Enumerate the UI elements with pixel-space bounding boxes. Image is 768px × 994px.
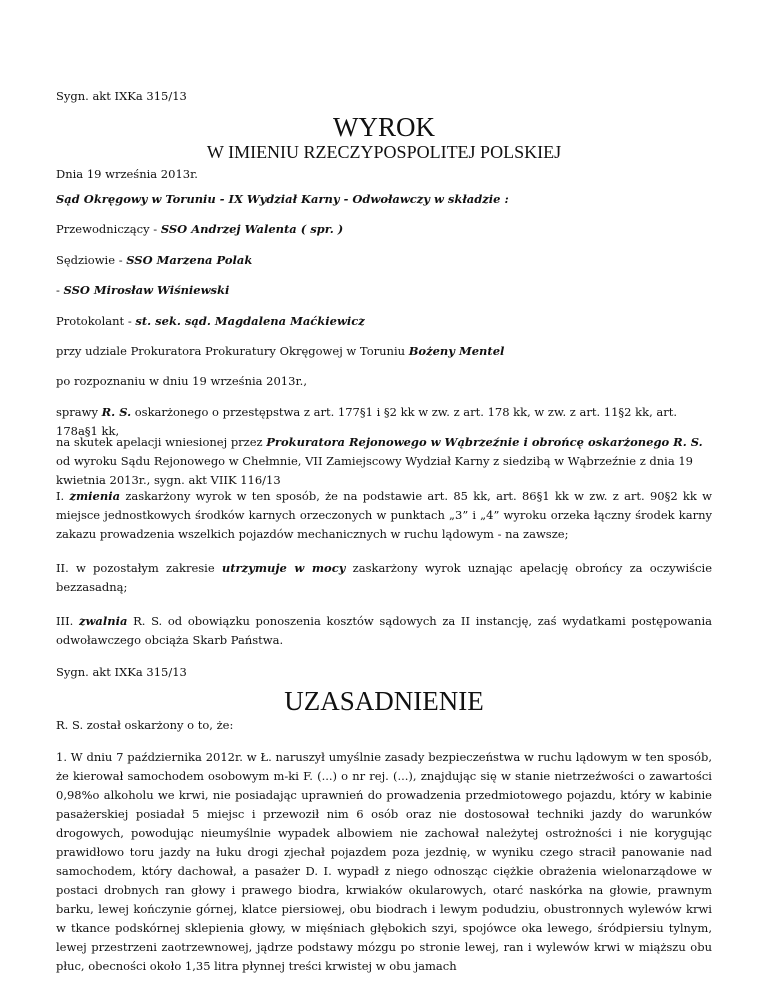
justification-title: UZASADNIENIE [284,686,484,716]
point-3-number: III. [56,614,79,628]
point-1-text: zaskarżony wyrok w ten sposób, że na podstawie art. 85 kk, art. 86§1 kk w zw. z art. 90§2 kk w miejsce jednostkowych środków karnych orzeczonych w punktach „3” i „4” wyroku orzeka łączny środek karny zakazu prowadzenia wszelkich pojazdów mechanicznych w ruchu lądowym - na zawsze; [56,489,712,541]
charge-1-paragraph: 1. W dniu 7 października 2012r. w Ł. naruszył umyślnie zasady bezpieczeństwa w ruchu lądowym w ten sposób, że kierował samochodem osobowym m-ki F. (...) o nr rej. (...), znajdując się w stanie nietrzeźwości o zawartości 0,98%o alkoholu we krwi, nie posiadając uprawnień do prowadzenia przedmiotowego pojazdu, który w kabinie pasażerskiej posiadał 5 miejsc i przewoził nim 6 osób oraz nie dostosował techniki jazdy do warunków drogowych, powodując nieumyślnie wypadek albowiem nie zachował należytej ostrożności i nie korygując prawidłowo toru jazdy na łuku drogi zjechał pojazdem poza jezdnię, w wyniku czego stracił panowanie nad samochodem, który dachował, a pasażer D. I. wypadł z niego odnosząc ciężkie obrażenia wielonarządowe w postaci drobnych ran głowy i prawego biodra, krwiaków okularowych, otarć naskórka na głowie, prawnym barku, lewej kończynie górnej, klatce piersiowej, obu biodrach i lewym podudziu, obustronnych wylewów krwi w tkance podskórnej sklepienia głowy, w mięśniach głębokich szyi, spojówce oka lewego, śródpiersiu tylnym, lewej przestrzeni zaotrzewnowej, jądrze podstawy mózgu po stronie lewej, ran i wylewów krwi w miąższu obu płuc, obecności około 1,35 litra płynnej treści krwistej w obu jamach [56,750,712,973]
clerk-label: Protokolant - [56,314,136,328]
judges-line [56,251,712,270]
verdict-date: Dnia 19 września 2013r. [56,167,198,181]
judges-label: Sędziowie - [56,253,127,267]
verdict-title: WYROK [333,112,435,142]
verdict-subtitle: W IMIENIU RZECZYPOSPOLITEJ POLSKIEJ [206,142,562,162]
clerk-line [56,312,712,331]
point-2-keyword: utrzymuje w mocy [221,561,346,575]
hearing-line: po rozpoznaniu w dniu 19 września 2013r., [56,374,307,388]
appeal-parties: Prokuratora Rejonowego w Wąbrzeźnie i obrońcę oskarżonego R. S. [266,435,703,449]
verdict-point-2 [56,559,712,597]
point-2-text: zaskarżony wyrok uznając apelację obrońcy za oczywiście bezzasadną; [56,561,712,594]
clerk-name: st. sek. sąd. Magdalena Maćkiewicz [135,314,365,328]
appeal-text: od wyroku Sądu Rejonowego w Chełmnie, VII Zamiejscowy Wydział Karny z siedzibą w Wąbrzeźnie z dnia 19 kwietnia 2013r., sygn. akt VIIK 116/13 [56,454,694,487]
prosecutor-label: przy udziale Prokuratora Prokuratury Okręgowej w Toruniu [56,344,409,358]
verdict-point-3 [56,612,712,650]
point-1-number: I. [56,489,70,503]
judge-2: SSO Mirosław Wiśniewski [63,283,230,297]
justification-intro: R. S. został oskarżony o to, że: [56,718,234,732]
point-3-text: R. S. od obowiązku ponoszenia kosztów sądowych za II instancję, zaś wydatkami postępowania odwoławczego obciąża Skarb Państwa. [56,614,712,647]
chair-label: Przewodniczący - [56,222,161,236]
point-1-keyword: zmienia [69,489,121,503]
chair-line [56,220,712,239]
justification-signature: Sygn. akt IXKa 315/13 [56,665,187,679]
appeal-paragraph [56,433,712,490]
case-defendant: R. S. [101,405,132,419]
chair-name: SSO Andrzej Walenta ( spr. ) [160,222,344,236]
verdict-point-1 [56,487,712,544]
court-composition: Sąd Okręgowy w Toruniu - IX Wydział Karny - Odwoławczy w składzie : [56,192,509,206]
judge-1: SSO Marzena Polak [126,253,253,267]
point-3-keyword: zwalnia [78,614,128,628]
case-charges: oskarżonego o przestępstwa z art. 177§1 i §2 kk w zw. z art. 178 kk, w zw. z art. 11§2 kk, art. 178a§1 kk, [56,405,678,438]
judge-2-line [56,281,712,300]
judge-2-prefix: - [56,283,64,297]
case-signature: Sygn. akt IXKa 315/13 [56,89,187,103]
prosecutor-line [56,342,712,361]
point-2-number: II. w pozostałym zakresie [56,561,222,575]
prosecutor-name: Bożeny Mentel [408,344,505,358]
case-prefix: sprawy [56,405,102,419]
appeal-prefix: na skutek apelacji wniesionej przez [56,435,267,449]
